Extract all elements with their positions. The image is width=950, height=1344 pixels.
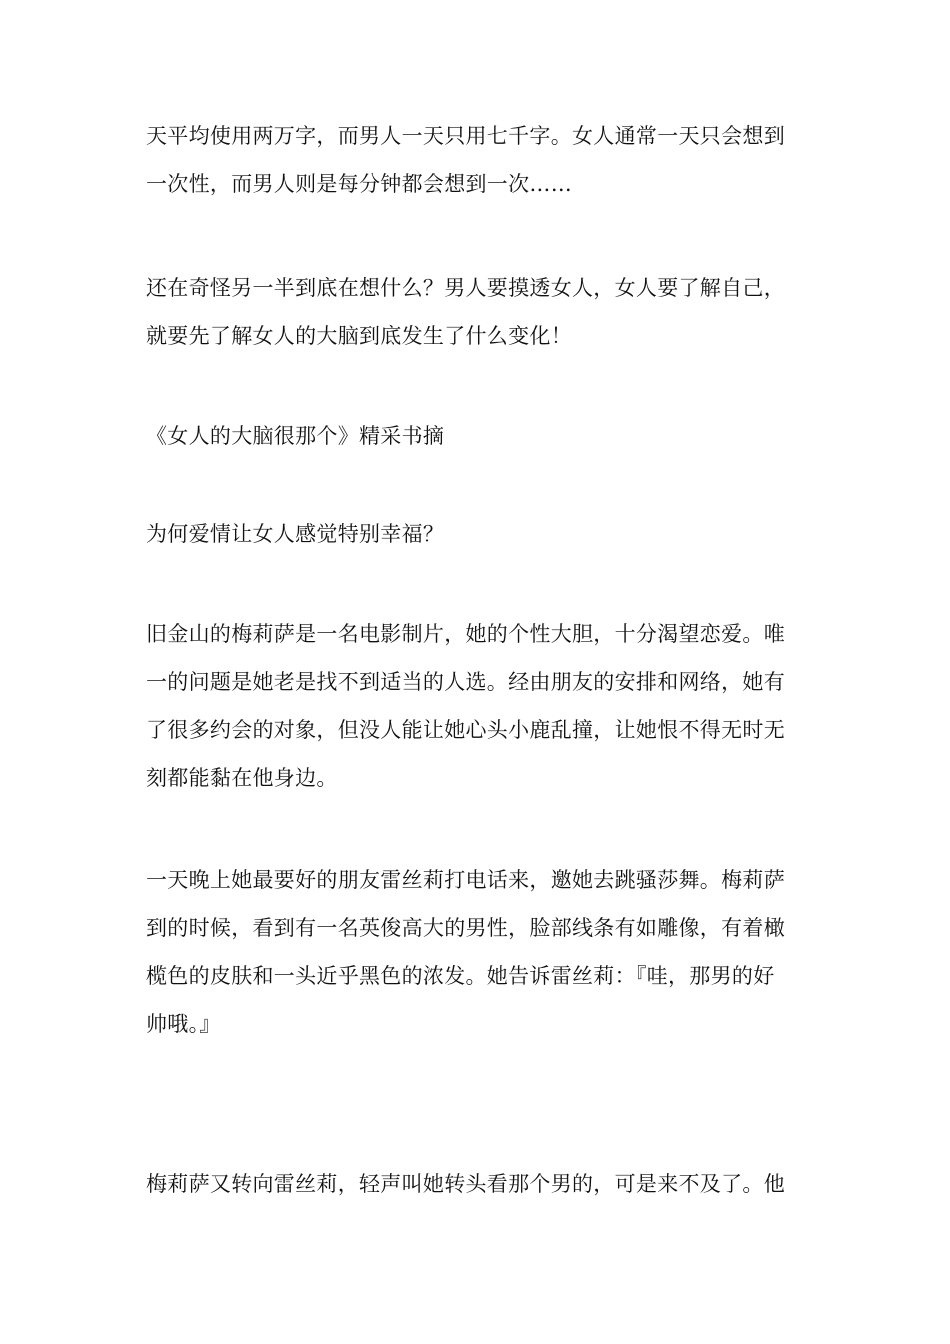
text-line: 一天晚上她最要好的朋友雷丝莉打电话来，邀她去跳骚莎舞。梅莉萨 xyxy=(146,868,785,892)
text-line: 一次性，而男人则是每分钟都会想到一次…… xyxy=(146,172,572,196)
text-line: 一的问题是她老是找不到适当的人选。经由朋友的安排和网络，她有 xyxy=(146,670,785,694)
text-line: 天平均使用两万字，而男人一天只用七千字。女人通常一天只会想到 xyxy=(146,124,785,148)
paragraph-salsa-night xyxy=(146,856,814,1048)
text-line: 旧金山的梅莉萨是一名电影制片，她的个性大胆，十分渴望恋爱。唯 xyxy=(146,622,785,646)
text-line: 《女人的大脑很那个》精采书摘 xyxy=(146,424,445,448)
text-line: 为何爱情让女人感觉特别幸福？ xyxy=(146,522,445,546)
text-line: 刻都能黏在他身边。 xyxy=(146,766,338,790)
paragraph-understand-women xyxy=(146,264,814,360)
text-line: 就要先了解女人的大脑到底发生了什么变化！ xyxy=(146,324,572,348)
text-line: 帅哦。』 xyxy=(146,1012,221,1036)
section-question xyxy=(146,510,814,558)
text-line: 梅莉萨又转向雷丝莉，轻声叫她转头看那个男的，可是来不及了。他 xyxy=(146,1172,785,1196)
text-line: 还在奇怪另一半到底在想什么？男人要摸透女人，女人要了解自己， xyxy=(146,276,785,300)
section-heading-book-excerpt xyxy=(146,412,814,460)
paragraph-melissa-intro xyxy=(146,610,814,802)
text-line: 了很多约会的对象，但没人能让她心头小鹿乱撞，让她恨不得无时无 xyxy=(146,718,785,742)
text-line: 榄色的皮肤和一头近乎黑色的浓发。她告诉雷丝莉：『哇，那男的好 xyxy=(146,964,775,988)
paragraph-turn-to-leslie xyxy=(146,1160,814,1208)
text-line: 到的时候，看到有一名英俊高大的男性，脸部线条有如雕像，有着橄 xyxy=(146,916,785,940)
paragraph-word-usage xyxy=(146,112,814,208)
